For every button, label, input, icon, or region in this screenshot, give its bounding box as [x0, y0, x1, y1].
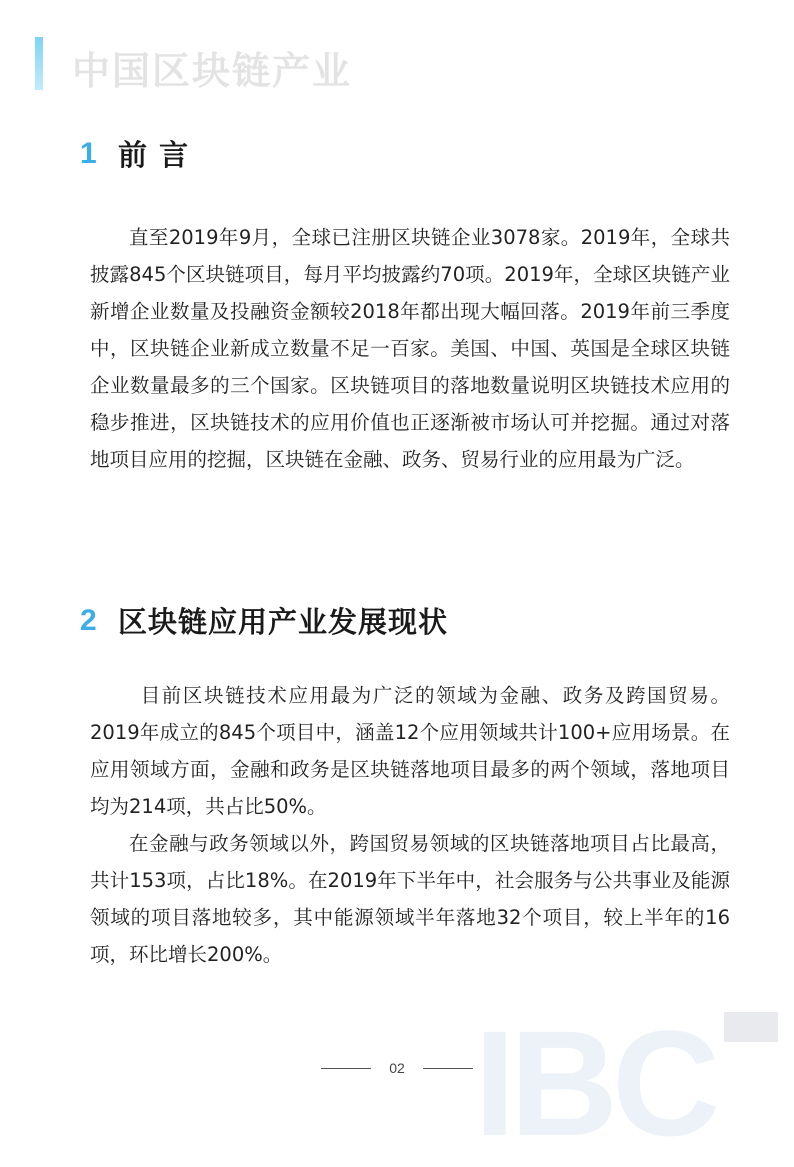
page-number: 02 — [389, 1060, 405, 1076]
header-accent-bar — [35, 37, 43, 90]
watermark-logo: IBC — [474, 999, 715, 1167]
header-title: 中国区块链产业 — [72, 49, 353, 93]
page-footer — [0, 1060, 794, 1076]
section-number: 1 — [80, 136, 97, 170]
paragraph: 目前区块链技术应用最为广泛的领域为金融、政务及跨国贸易。2019年成立的845个项目中，涵盖12个应用领域共计100+应用场景。在应用领域方面，金融和政务是区块链落地项目最多的两个领域，落地项目均为214项，共占比50%。 — [90, 684, 730, 818]
watermark-badge — [724, 1012, 778, 1042]
section-number: 2 — [80, 603, 97, 637]
paragraph: 在金融与政务领域以外，跨国贸易领域的区块链落地项目占比最高，共计153项，占比18%。在2019年下半年中，社会服务与公共事业及能源领域的项目落地较多，其中能源领域半年落地32个项目，较上半年的16项，环比增长200%。 — [90, 832, 730, 966]
footer-divider-right — [423, 1068, 473, 1069]
section-heading-2 — [80, 600, 448, 641]
paragraph: 直至2019年9月，全球已注册区块链企业3078家。2019年，全球共披露845个区块链项目，每月平均披露约70项。2019年，全球区块链产业新增企业数量及投融资金额较2018年都出现大幅回落。2019年前三季度中，区块链企业新成立数量不足一百家。美国、中国、英国是全球区块链企业数量最多的三个国家。区块链项目的落地数量说明区块链技术应用的稳步推进，区块链技术的应用价值也正逐渐被市场认可并挖掘。通过对落地项目应用的挖掘，区块链在金融、政务、贸易行业的应用最为广泛。 — [90, 226, 730, 471]
section-heading-1 — [80, 133, 189, 174]
section-title: 区块链应用产业发展现状 — [118, 605, 449, 639]
section-title: 前 言 — [118, 138, 190, 172]
footer-divider-left — [321, 1068, 371, 1069]
